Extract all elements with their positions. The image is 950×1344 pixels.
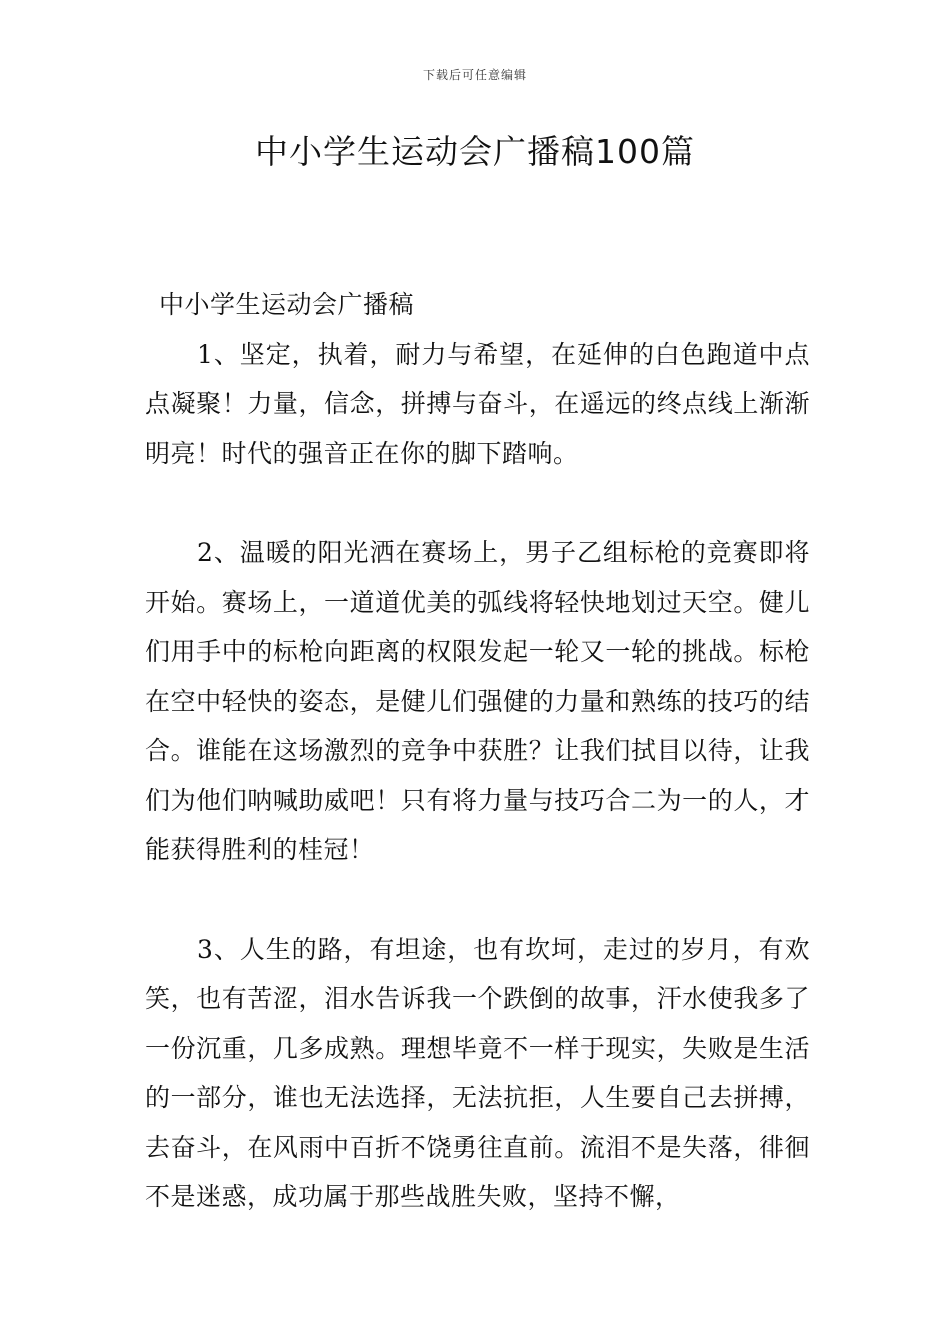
paragraph-2: 2、温暖的阳光洒在赛场上，男子乙组标枪的竞赛即将开始。赛场上，一道道优美的弧线将轻快地划过天空。健儿们用手中的标枪向距离的权限发起一轮又一轮的挑战。标枪在空中轻快的姿态，是健儿们强健的力量和熟练的技巧的结合。谁能在这场激烈的竞争中获胜？让我们拭目以待，让我们为他们呐喊助威吧！只有将力量与技巧合二为一的人，才能获得胜利的桂冠！ [145, 538, 810, 864]
paragraph-spacer [145, 478, 810, 528]
paragraph-3: 3、人生的路，有坦途，也有坎坷，走过的岁月，有欢笑，也有苦涩，泪水告诉我一个跌倒的故事，汗水使我多了一份沉重，几多成熟。理想毕竟不一样于现实，失败是生活的一部分，谁也无法选择，无法抗拒，人生要自己去拼搏，去奋斗，在风雨中百折不饶勇往直前。流泪不是失落，徘徊不是迷惑，成功属于那些战胜失败，坚持不懈， [145, 934, 810, 1211]
page-title: 中小学生运动会广播稿100篇 [255, 132, 695, 171]
document-body [145, 280, 810, 1222]
paragraph-1: 1、坚定，执着，耐力与希望，在延伸的白色跑道中点点凝聚！力量，信念，拼搏与奋斗，在遥远的终点线上渐渐明亮！时代的强音正在你的脚下踏响。 [145, 339, 810, 468]
paragraph-spacer [145, 875, 810, 925]
section-subtitle: 中小学生运动会广播稿 [159, 290, 415, 319]
header-note: 下载后可任意编辑 [422, 68, 527, 82]
